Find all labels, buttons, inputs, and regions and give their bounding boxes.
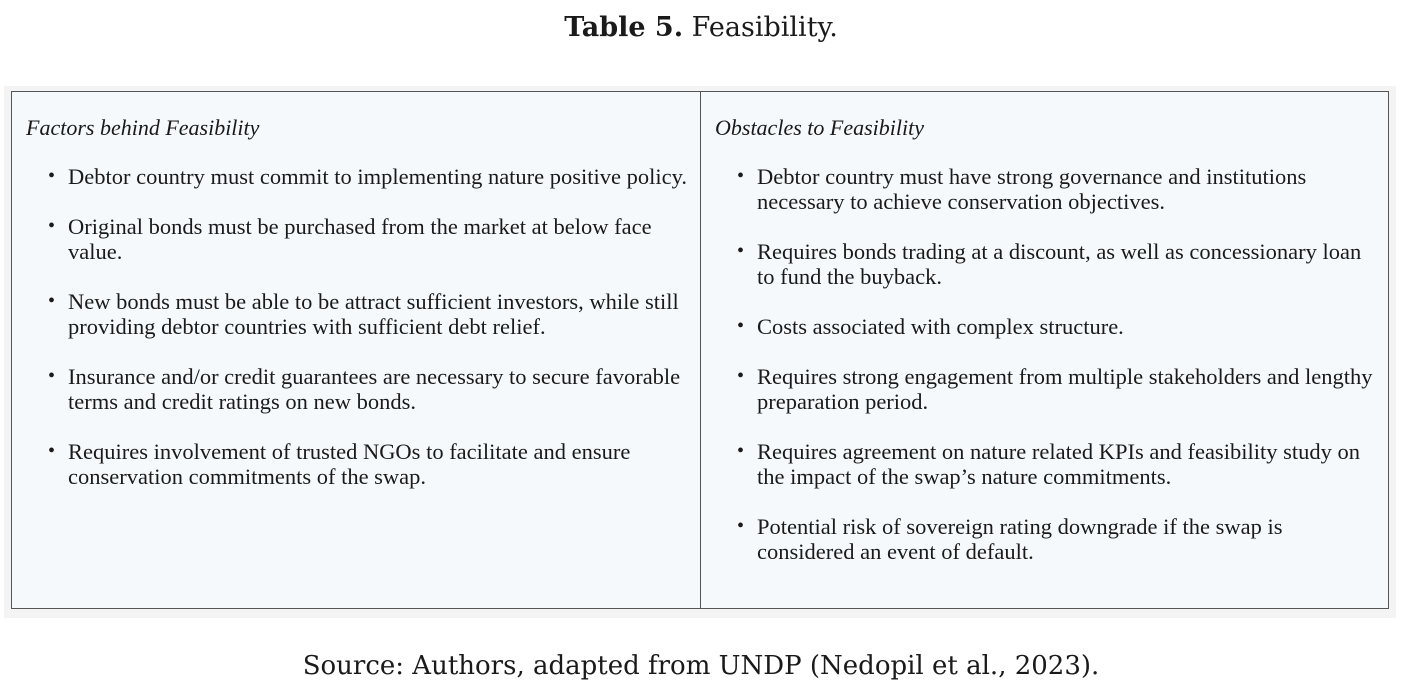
bullet-icon: • [737, 515, 745, 537]
list-item-text: Debtor country must have strong governance and institutions necessary to achieve conservation objectives. [757, 164, 1307, 214]
factors-column [12, 92, 701, 608]
bullet-icon: • [737, 440, 745, 462]
list-item [715, 239, 1388, 289]
list-item-text: Original bonds must be purchased from the market at below face value. [68, 214, 652, 264]
list-item-text: Requires strong engagement from multiple stakeholders and lengthy preparation period. [757, 364, 1373, 414]
list-item [715, 514, 1388, 564]
obstacles-column [701, 92, 1388, 608]
list-item [715, 164, 1388, 214]
factors-list [26, 164, 700, 489]
list-item-text: Debtor country must commit to implementing nature positive policy. [68, 164, 688, 189]
factors-header: Factors behind Feasibility [26, 115, 260, 140]
list-item [26, 364, 700, 414]
list-item [26, 289, 700, 339]
list-item-text: Requires bonds trading at a discount, as well as concessionary loan to fund the buyback. [757, 239, 1362, 289]
list-item-text: Costs associated with complex structure. [757, 314, 1124, 339]
table-label: Table 5. [564, 12, 684, 43]
bullet-icon: • [48, 440, 56, 462]
feasibility-table [11, 91, 1389, 609]
list-item [26, 214, 700, 264]
table-caption [0, 8, 1402, 48]
bullet-icon: • [48, 165, 56, 187]
bullet-icon: • [737, 165, 745, 187]
bullet-icon: • [737, 365, 745, 387]
source-note: Source: Authors, adapted from UNDP (Nedopil et al., 2023). [302, 651, 1100, 681]
table-container [4, 86, 1396, 618]
table-title: Feasibility. [683, 12, 838, 43]
list-item-text: New bonds must be able to be attract sufficient investors, while still providing debtor countries with sufficient debt relief. [68, 289, 679, 339]
list-item [26, 439, 700, 489]
list-item [715, 439, 1388, 489]
obstacles-list [715, 164, 1388, 564]
bullet-icon: • [48, 215, 56, 237]
list-item-text: Potential risk of sovereign rating downgrade if the swap is considered an event of default. [757, 514, 1283, 564]
list-item [715, 314, 1388, 339]
list-item [26, 164, 700, 189]
list-item-text: Insurance and/or credit guarantees are necessary to secure favorable terms and credit ratings on new bonds. [68, 364, 681, 414]
list-item-text: Requires agreement on nature related KPIs and feasibility study on the impact of the swap’s nature commitments. [757, 439, 1360, 489]
obstacles-header: Obstacles to Feasibility [715, 115, 924, 140]
bullet-icon: • [48, 365, 56, 387]
bullet-icon: • [48, 290, 56, 312]
list-item-text: Requires involvement of trusted NGOs to facilitate and ensure conservation commitments of the swap. [68, 439, 631, 489]
bullet-icon: • [737, 315, 745, 337]
list-item [715, 364, 1388, 414]
bullet-icon: • [737, 240, 745, 262]
